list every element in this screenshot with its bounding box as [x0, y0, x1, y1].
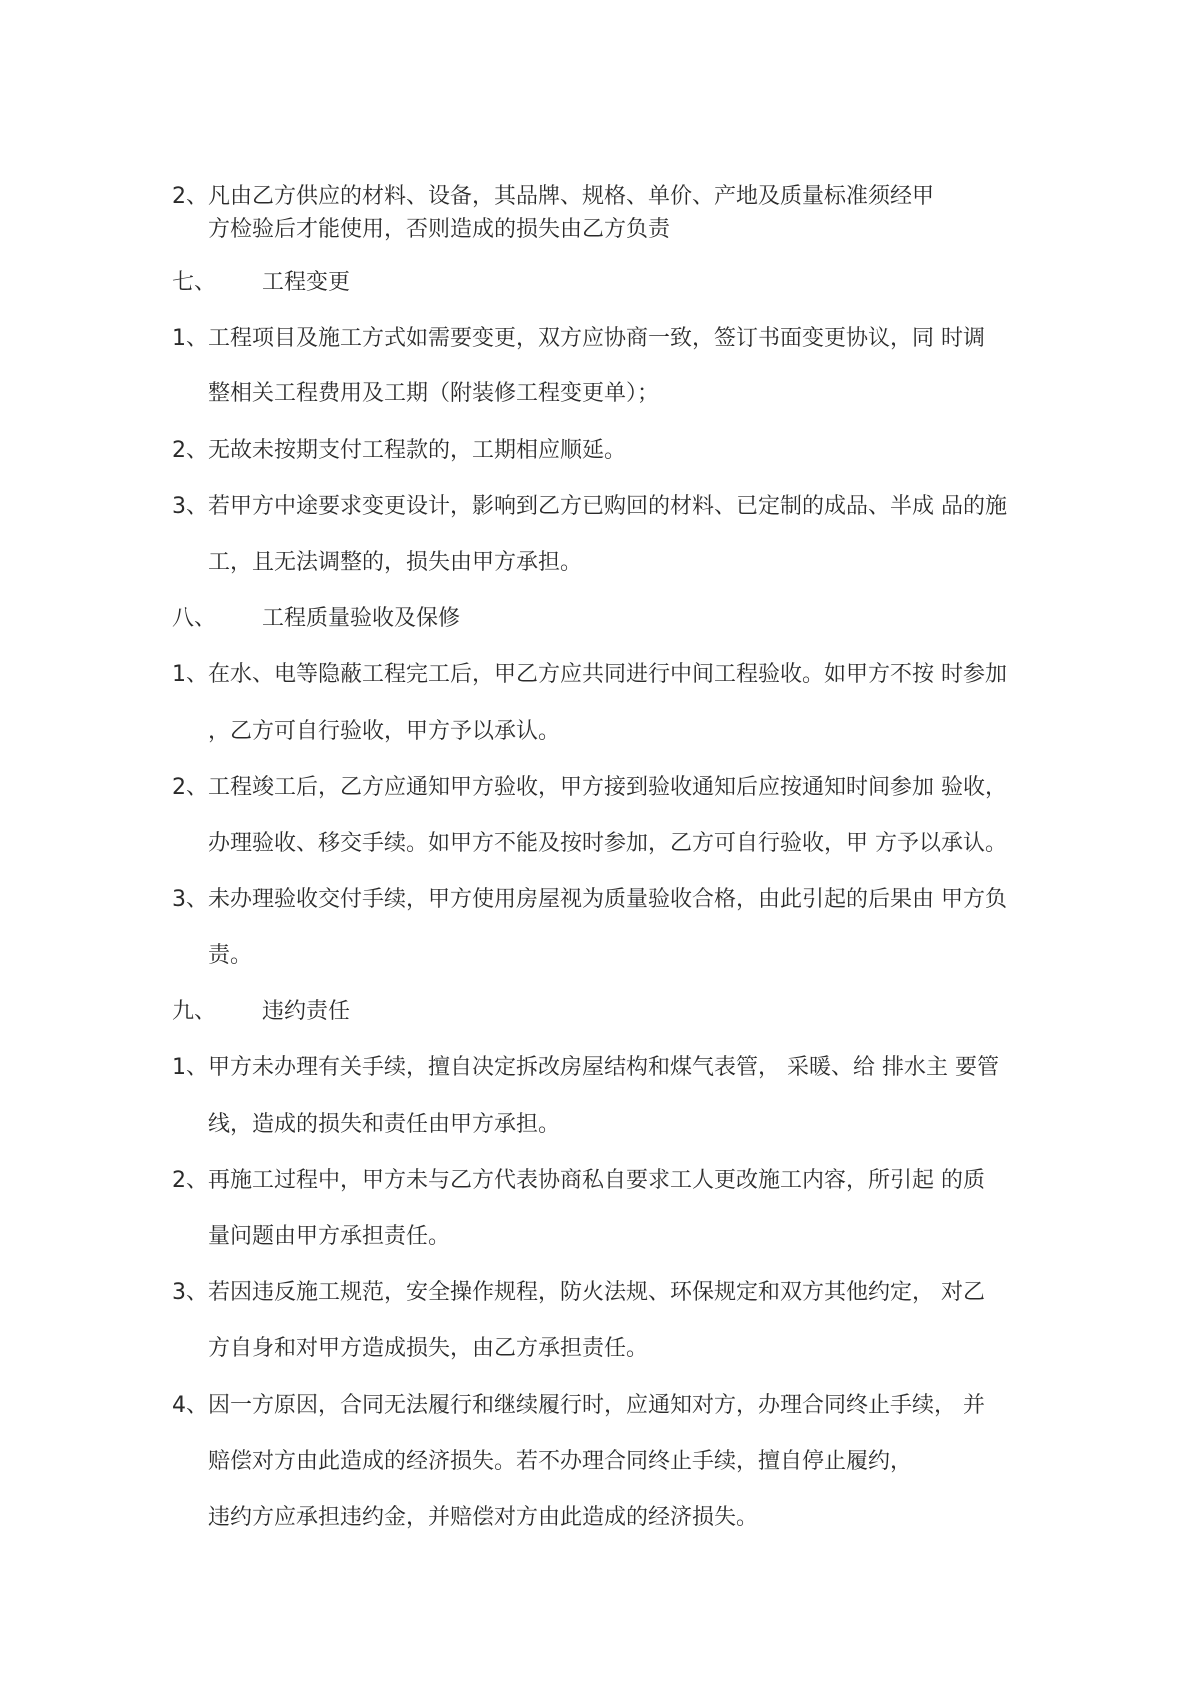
- clause-9-1-cont: 线，造成的损失和责任由甲方承担。: [208, 1112, 561, 1137]
- clause-9-2: 2、再施工过程中，甲方未与乙方代表协商私自要求工人更改施工内容，所引起 的质: [172, 1168, 985, 1193]
- clause-9-3-cont: 方自身和对甲方造成损失，由乙方承担责任。: [208, 1336, 649, 1361]
- section-7-number: 七、: [172, 270, 217, 295]
- clause-6-2: 2、凡由乙方供应的材料、设备，其品牌、规格、单价、产地及质量标准须经甲: [172, 184, 934, 209]
- section-9-number: 九、: [172, 999, 217, 1024]
- clause-7-2: 2、无故未按期支付工程款的，工期相应顺延。: [172, 438, 626, 463]
- clause-9-4-cont: 赔偿对方由此造成的经济损失。若不办理合同终止手续，擅自停止履约，: [208, 1449, 913, 1474]
- clause-9-1: 1、甲方未办理有关手续，擅自决定拆改房屋结构和煤气表管， 采暖、给 排水主 要管: [172, 1055, 999, 1080]
- clause-8-3-cont: 责。: [208, 943, 253, 968]
- clause-9-4: 4、因一方原因，合同无法履行和继续履行时，应通知对方，办理合同终止手续， 并: [172, 1393, 985, 1418]
- clause-7-1: 1、工程项目及施工方式如需要变更，双方应协商一致，签订书面变更协议，同 时调: [172, 326, 985, 351]
- clause-7-3: 3、若甲方中途要求变更设计，影响到乙方已购回的材料、已定制的成品、半成 品的施: [172, 494, 1007, 519]
- clause-8-3: 3、未办理验收交付手续，甲方使用房屋视为质量验收合格，由此引起的后果由 甲方负: [172, 887, 1007, 912]
- clause-8-2: 2、工程竣工后，乙方应通知甲方验收，甲方接到验收通知后应按通知时间参加 验收，: [172, 775, 1007, 800]
- section-8-number: 八、: [172, 606, 217, 631]
- clause-7-3-cont: 工，且无法调整的，损失由甲方承担。: [208, 550, 583, 575]
- clause-8-2-cont: 办理验收、移交手续。如甲方不能及按时参加，乙方可自行验收，甲 方予以承认。: [208, 831, 1007, 856]
- clause-7-1-cont: 整相关工程费用及工期（附装修工程变更单）；: [208, 381, 660, 406]
- clause-9-4-cont-2: 违约方应承担违约金，并赔偿对方由此造成的经济损失。: [208, 1505, 759, 1530]
- clause-9-2-cont: 量问题由甲方承担责任。: [208, 1224, 451, 1249]
- clause-8-1-cont: ，乙方可自行验收，甲方予以承认。: [208, 719, 561, 744]
- section-7-title: 工程变更: [262, 270, 351, 295]
- clause-8-1: 1、在水、电等隐蔽工程完工后，甲乙方应共同进行中间工程验收。如甲方不按 时参加: [172, 662, 1007, 687]
- clause-6-2-cont: 方检验后才能使用，否则造成的损失由乙方负责: [208, 217, 671, 242]
- section-8-title: 工程质量验收及保修: [262, 606, 461, 631]
- section-9-title: 违约责任: [262, 999, 351, 1024]
- clause-9-3: 3、若因违反施工规范，安全操作规程，防火法规、环保规定和双方其他约定， 对乙: [172, 1280, 985, 1305]
